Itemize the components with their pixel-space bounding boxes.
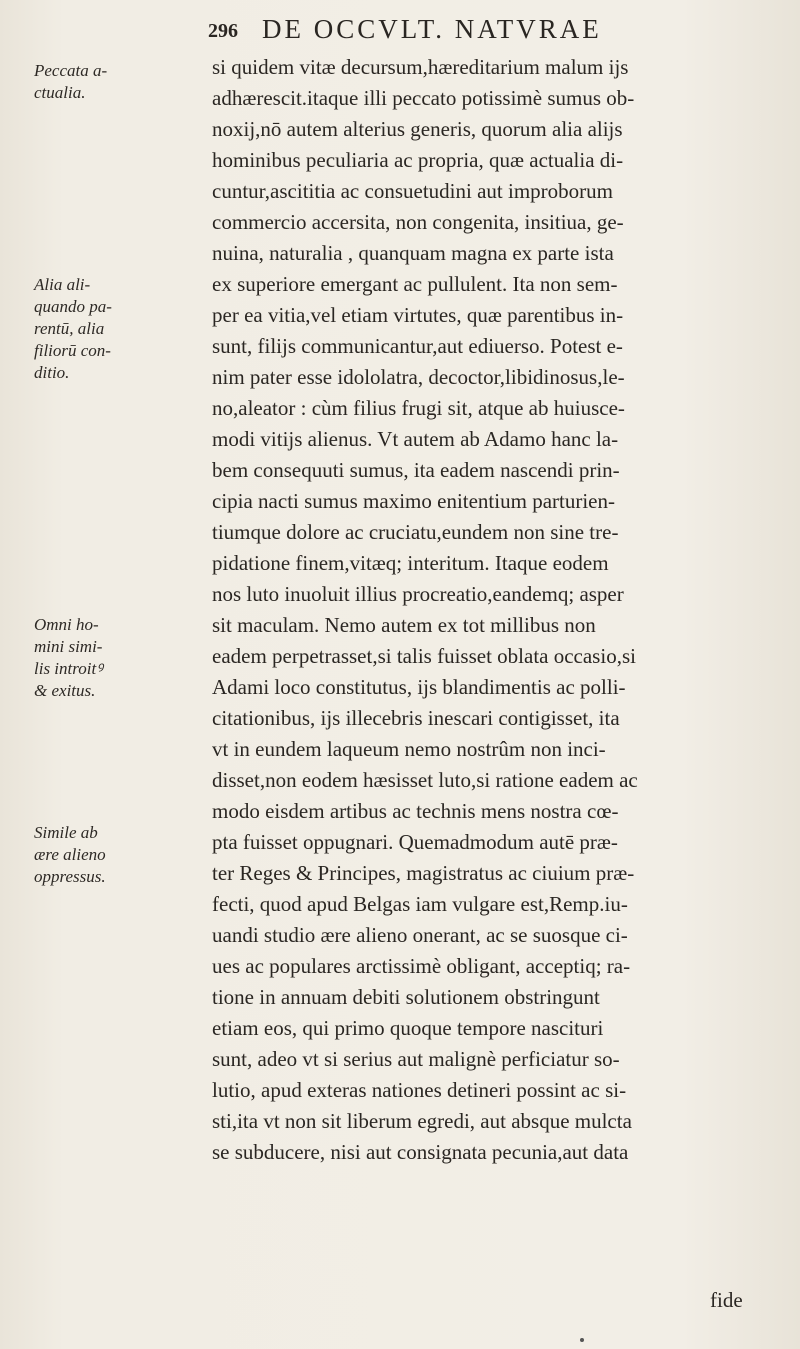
margin-note-simile-ab-aere: Simile ab ære alieno oppressus. xyxy=(34,823,106,886)
text-line: Adami loco constitutus, ijs blandimentis ac polli- xyxy=(212,675,626,699)
text-line: per ea vitia,vel etiam virtutes, quæ parentibus in- xyxy=(212,303,624,327)
text-line: cipia nacti sumus maximo enitentium parturien- xyxy=(212,489,615,513)
text-line: sit maculam. Nemo autem ex tot millibus non xyxy=(212,613,596,637)
text-line: nim pater esse idololatra, decoctor,libidinosus,le- xyxy=(212,365,625,389)
text-line: tiumque dolore ac cruciatu,eundem non sine tre- xyxy=(212,520,619,544)
text-line: disset,non eodem hæsisset luto,si ratione eadem ac xyxy=(212,768,638,792)
text-line: vt in eundem laqueum nemo nostrûm non inci- xyxy=(212,737,606,761)
print-speck xyxy=(580,1338,584,1342)
text-line: modi vitijs alienus. Vt autem ab Adamo hanc la- xyxy=(212,427,619,451)
page-header xyxy=(0,14,800,50)
text-line: modo eisdem artibus ac technis mens nostra cœ- xyxy=(212,799,619,823)
text-line: no,aleator : cùm filius frugi sit, atque ab huiusce- xyxy=(212,396,625,420)
text-line: etiam eos, qui primo quoque tempore nascituri xyxy=(212,1016,604,1040)
margin-note-peccata-actualia: Peccata a- ctualia. xyxy=(34,61,108,102)
running-head: DE OCCVLT. NATVRAE xyxy=(262,14,602,44)
text-line: pta fuisset oppugnari. Quemadmodum autē præ- xyxy=(212,830,618,854)
text-line: bem consequuti sumus, ita eadem nascendi prin- xyxy=(212,458,620,482)
text-line: commercio accersita, non congenita, insitiua, ge- xyxy=(212,210,624,234)
text-line: fecti, quod apud Belgas iam vulgare est,Remp.iu- xyxy=(212,892,628,916)
text-line: se subducere, nisi aut consignata pecunia,aut data xyxy=(212,1140,629,1164)
text-line: cuntur,ascititia ac consuetudini aut improborum xyxy=(212,179,613,203)
text-line: uandi studio ære alieno onerant, ac se suosque ci- xyxy=(212,923,628,947)
margin-note-omni-homini: Omni ho- mini simi- lis introitꝰ & exitus. xyxy=(34,615,103,700)
margin-note-alia-aliquando: Alia ali- quando pa- rentū, alia filiorū con- ditio. xyxy=(34,275,112,382)
text-line: sunt, filijs communicantur,aut ediuerso. Potest e- xyxy=(212,334,623,358)
text-line: nuina, naturalia , quanquam magna ex parte ista xyxy=(212,241,614,265)
page-number: 296 xyxy=(208,20,238,42)
text-line: ter Reges & Principes, magistratus ac ciuium præ- xyxy=(212,861,635,885)
body-text xyxy=(212,52,772,1168)
text-line: si quidem vitæ decursum,hæreditarium malum ijs xyxy=(212,55,629,79)
catchword: fide xyxy=(710,1288,743,1312)
text-line: nos luto inuoluit illius procreatio,eandemq; asper xyxy=(212,582,624,606)
text-line: sti,ita vt non sit liberum egredi, aut absque mulcta xyxy=(212,1109,632,1133)
text-line: eadem perpetrasset,si talis fuisset oblata occasio,si xyxy=(212,644,636,668)
text-line: ex superiore emergant ac pullulent. Ita non sem- xyxy=(212,272,618,296)
text-line: lutio, apud exteras nationes detineri possint ac si- xyxy=(212,1078,627,1102)
text-line: pidatione finem,vitæq; interitum. Itaque eodem xyxy=(212,551,609,575)
text-line: hominibus peculiaria ac propria, quæ actualia di- xyxy=(212,148,624,172)
text-line: ues ac populares arctissimè obligant, acceptiq; ra- xyxy=(212,954,631,978)
text-line: noxij,nō autem alterius generis, quorum alia alijs xyxy=(212,117,623,141)
text-line: sunt, adeo vt si serius aut malignè perficiatur so- xyxy=(212,1047,620,1071)
text-line: adhærescit.itaque illi peccato potissimè sumus ob- xyxy=(212,86,635,110)
text-line: citationibus, ijs illecebris inescari contigisset, ita xyxy=(212,706,620,730)
text-line: tione in annuam debiti solutionem obstringunt xyxy=(212,985,600,1009)
